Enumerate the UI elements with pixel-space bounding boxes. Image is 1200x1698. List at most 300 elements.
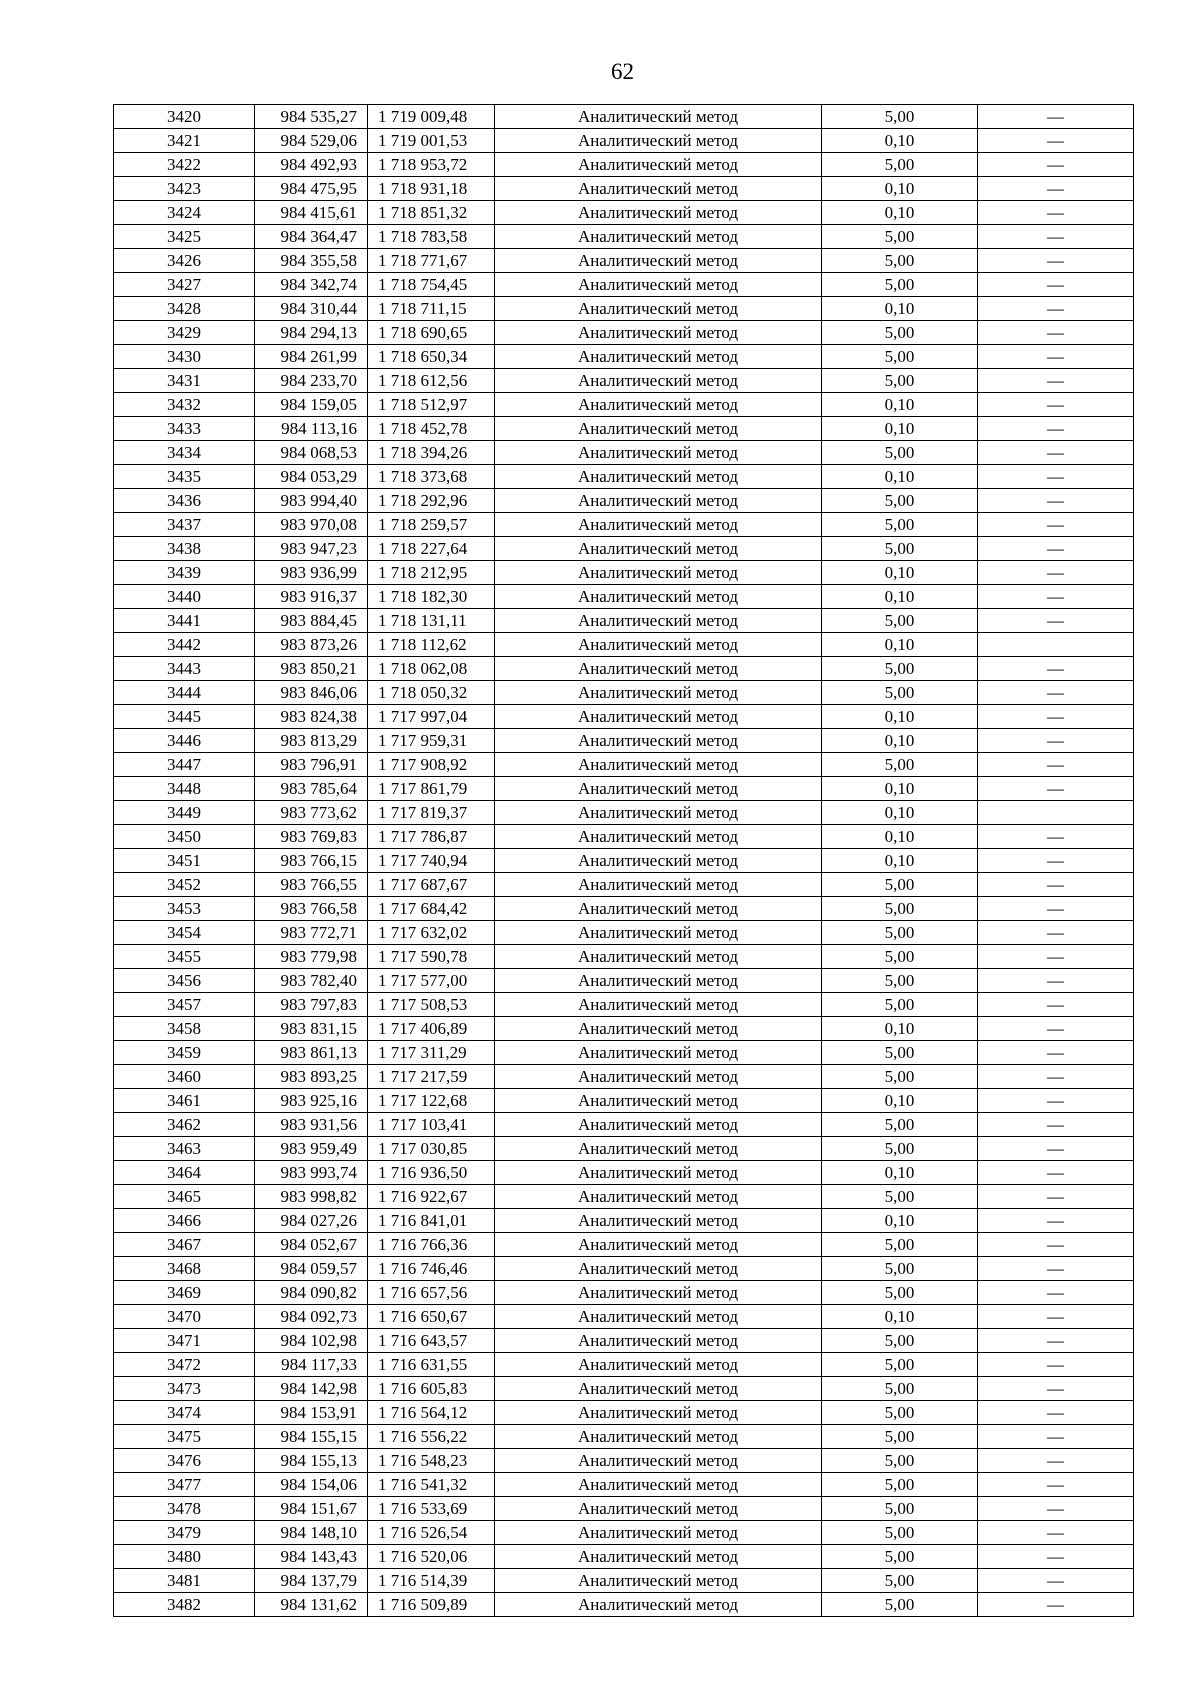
y-coordinate-cell: 1 718 754,45 bbox=[368, 273, 495, 297]
note-cell: — bbox=[978, 1089, 1134, 1113]
method-cell: Аналитический метод bbox=[495, 321, 822, 345]
y-coordinate-cell: 1 718 394,26 bbox=[368, 441, 495, 465]
method-cell: Аналитический метод bbox=[495, 1305, 822, 1329]
method-cell: Аналитический метод bbox=[495, 345, 822, 369]
point-number-cell: 3431 bbox=[114, 369, 255, 393]
y-coordinate-cell: 1 718 050,32 bbox=[368, 681, 495, 705]
method-cell: Аналитический метод bbox=[495, 633, 822, 657]
y-coordinate-cell: 1 716 556,22 bbox=[368, 1425, 495, 1449]
table-row bbox=[114, 105, 1134, 129]
note-cell: — bbox=[978, 1017, 1134, 1041]
point-number-cell: 3422 bbox=[114, 153, 255, 177]
method-cell: Аналитический метод bbox=[495, 1161, 822, 1185]
y-coordinate-cell: 1 717 819,37 bbox=[368, 801, 495, 825]
accuracy-cell: 5,00 bbox=[822, 681, 978, 705]
table-row bbox=[114, 1497, 1134, 1521]
point-number-cell: 3471 bbox=[114, 1329, 255, 1353]
note-cell: — bbox=[978, 753, 1134, 777]
x-coordinate-cell: 984 364,47 bbox=[255, 225, 368, 249]
y-coordinate-cell: 1 716 936,50 bbox=[368, 1161, 495, 1185]
x-coordinate-cell: 983 998,82 bbox=[255, 1185, 368, 1209]
note-cell: — bbox=[978, 1281, 1134, 1305]
note-cell: — bbox=[978, 561, 1134, 585]
accuracy-cell: 0,10 bbox=[822, 633, 978, 657]
accuracy-cell: 5,00 bbox=[822, 753, 978, 777]
x-coordinate-cell: 984 153,91 bbox=[255, 1401, 368, 1425]
point-number-cell: 3435 bbox=[114, 465, 255, 489]
coordinates-table bbox=[113, 104, 1134, 1617]
method-cell: Аналитический метод bbox=[495, 225, 822, 249]
y-coordinate-cell: 1 718 062,08 bbox=[368, 657, 495, 681]
point-number-cell: 3470 bbox=[114, 1305, 255, 1329]
point-number-cell: 3434 bbox=[114, 441, 255, 465]
accuracy-cell: 0,10 bbox=[822, 129, 978, 153]
accuracy-cell: 5,00 bbox=[822, 345, 978, 369]
accuracy-cell: 5,00 bbox=[822, 249, 978, 273]
point-number-cell: 3456 bbox=[114, 969, 255, 993]
accuracy-cell: 0,10 bbox=[822, 801, 978, 825]
point-number-cell: 3442 bbox=[114, 633, 255, 657]
accuracy-cell: 5,00 bbox=[822, 1185, 978, 1209]
y-coordinate-cell: 1 717 030,85 bbox=[368, 1137, 495, 1161]
x-coordinate-cell: 983 785,64 bbox=[255, 777, 368, 801]
y-coordinate-cell: 1 716 841,01 bbox=[368, 1209, 495, 1233]
accuracy-cell: 0,10 bbox=[822, 849, 978, 873]
method-cell: Аналитический метод bbox=[495, 1353, 822, 1377]
accuracy-cell: 5,00 bbox=[822, 1569, 978, 1593]
table-row bbox=[114, 1113, 1134, 1137]
note-cell: — bbox=[978, 705, 1134, 729]
point-number-cell: 3424 bbox=[114, 201, 255, 225]
point-number-cell: 3447 bbox=[114, 753, 255, 777]
point-number-cell: 3474 bbox=[114, 1401, 255, 1425]
method-cell: Аналитический метод bbox=[495, 705, 822, 729]
accuracy-cell: 5,00 bbox=[822, 513, 978, 537]
note-cell: — bbox=[978, 417, 1134, 441]
method-cell: Аналитический метод bbox=[495, 1113, 822, 1137]
table-row bbox=[114, 225, 1134, 249]
method-cell: Аналитический метод bbox=[495, 1281, 822, 1305]
y-coordinate-cell: 1 718 771,67 bbox=[368, 249, 495, 273]
x-coordinate-cell: 983 994,40 bbox=[255, 489, 368, 513]
note-cell: — bbox=[978, 1473, 1134, 1497]
coordinates-table-body bbox=[114, 105, 1134, 1617]
method-cell: Аналитический метод bbox=[495, 1233, 822, 1257]
y-coordinate-cell: 1 716 526,54 bbox=[368, 1521, 495, 1545]
y-coordinate-cell: 1 718 112,62 bbox=[368, 633, 495, 657]
table-row bbox=[114, 393, 1134, 417]
method-cell: Аналитический метод bbox=[495, 825, 822, 849]
x-coordinate-cell: 984 027,26 bbox=[255, 1209, 368, 1233]
note-cell: — bbox=[978, 849, 1134, 873]
method-cell: Аналитический метод bbox=[495, 1329, 822, 1353]
y-coordinate-cell: 1 716 533,69 bbox=[368, 1497, 495, 1521]
method-cell: Аналитический метод bbox=[495, 801, 822, 825]
note-cell: — bbox=[978, 1209, 1134, 1233]
y-coordinate-cell: 1 717 861,79 bbox=[368, 777, 495, 801]
y-coordinate-cell: 1 716 541,32 bbox=[368, 1473, 495, 1497]
method-cell: Аналитический метод bbox=[495, 1593, 822, 1617]
note-cell: — bbox=[978, 1521, 1134, 1545]
method-cell: Аналитический метод bbox=[495, 1377, 822, 1401]
method-cell: Аналитический метод bbox=[495, 1185, 822, 1209]
y-coordinate-cell: 1 718 182,30 bbox=[368, 585, 495, 609]
accuracy-cell: 0,10 bbox=[822, 777, 978, 801]
y-coordinate-cell: 1 717 740,94 bbox=[368, 849, 495, 873]
note-cell: — bbox=[978, 393, 1134, 417]
point-number-cell: 3464 bbox=[114, 1161, 255, 1185]
table-row bbox=[114, 753, 1134, 777]
point-number-cell: 3462 bbox=[114, 1113, 255, 1137]
point-number-cell: 3432 bbox=[114, 393, 255, 417]
point-number-cell: 3448 bbox=[114, 777, 255, 801]
table-row bbox=[114, 921, 1134, 945]
x-coordinate-cell: 984 154,06 bbox=[255, 1473, 368, 1497]
accuracy-cell: 5,00 bbox=[822, 153, 978, 177]
point-number-cell: 3472 bbox=[114, 1353, 255, 1377]
note-cell: — bbox=[978, 489, 1134, 513]
x-coordinate-cell: 983 796,91 bbox=[255, 753, 368, 777]
method-cell: Аналитический метод bbox=[495, 993, 822, 1017]
method-cell: Аналитический метод bbox=[495, 753, 822, 777]
table-row bbox=[114, 1089, 1134, 1113]
method-cell: Аналитический метод bbox=[495, 297, 822, 321]
y-coordinate-cell: 1 718 851,32 bbox=[368, 201, 495, 225]
table-row bbox=[114, 273, 1134, 297]
accuracy-cell: 5,00 bbox=[822, 609, 978, 633]
point-number-cell: 3444 bbox=[114, 681, 255, 705]
method-cell: Аналитический метод bbox=[495, 1545, 822, 1569]
x-coordinate-cell: 984 155,13 bbox=[255, 1449, 368, 1473]
note-cell: — bbox=[978, 1497, 1134, 1521]
y-coordinate-cell: 1 716 520,06 bbox=[368, 1545, 495, 1569]
y-coordinate-cell: 1 718 373,68 bbox=[368, 465, 495, 489]
y-coordinate-cell: 1 718 212,95 bbox=[368, 561, 495, 585]
x-coordinate-cell: 984 294,13 bbox=[255, 321, 368, 345]
point-number-cell: 3465 bbox=[114, 1185, 255, 1209]
x-coordinate-cell: 983 850,21 bbox=[255, 657, 368, 681]
x-coordinate-cell: 984 117,33 bbox=[255, 1353, 368, 1377]
note-cell: — bbox=[978, 993, 1134, 1017]
point-number-cell: 3482 bbox=[114, 1593, 255, 1617]
accuracy-cell: 0,10 bbox=[822, 561, 978, 585]
x-coordinate-cell: 983 873,26 bbox=[255, 633, 368, 657]
x-coordinate-cell: 984 159,05 bbox=[255, 393, 368, 417]
y-coordinate-cell: 1 716 746,46 bbox=[368, 1257, 495, 1281]
accuracy-cell: 5,00 bbox=[822, 1521, 978, 1545]
x-coordinate-cell: 984 415,61 bbox=[255, 201, 368, 225]
note-cell bbox=[978, 801, 1134, 825]
x-coordinate-cell: 983 947,23 bbox=[255, 537, 368, 561]
note-cell: — bbox=[978, 345, 1134, 369]
y-coordinate-cell: 1 717 959,31 bbox=[368, 729, 495, 753]
note-cell: — bbox=[978, 1185, 1134, 1209]
point-number-cell: 3467 bbox=[114, 1233, 255, 1257]
method-cell: Аналитический метод bbox=[495, 1209, 822, 1233]
method-cell: Аналитический метод bbox=[495, 441, 822, 465]
table-row bbox=[114, 993, 1134, 1017]
note-cell: — bbox=[978, 441, 1134, 465]
table-row bbox=[114, 1041, 1134, 1065]
y-coordinate-cell: 1 717 311,29 bbox=[368, 1041, 495, 1065]
method-cell: Аналитический метод bbox=[495, 585, 822, 609]
method-cell: Аналитический метод bbox=[495, 465, 822, 489]
y-coordinate-cell: 1 718 452,78 bbox=[368, 417, 495, 441]
accuracy-cell: 5,00 bbox=[822, 537, 978, 561]
note-cell: — bbox=[978, 225, 1134, 249]
accuracy-cell: 5,00 bbox=[822, 897, 978, 921]
note-cell: — bbox=[978, 273, 1134, 297]
y-coordinate-cell: 1 716 631,55 bbox=[368, 1353, 495, 1377]
y-coordinate-cell: 1 718 783,58 bbox=[368, 225, 495, 249]
y-coordinate-cell: 1 716 922,67 bbox=[368, 1185, 495, 1209]
point-number-cell: 3421 bbox=[114, 129, 255, 153]
note-cell: — bbox=[978, 873, 1134, 897]
method-cell: Аналитический метод bbox=[495, 273, 822, 297]
method-cell: Аналитический метод bbox=[495, 777, 822, 801]
method-cell: Аналитический метод bbox=[495, 945, 822, 969]
x-coordinate-cell: 984 092,73 bbox=[255, 1305, 368, 1329]
point-number-cell: 3439 bbox=[114, 561, 255, 585]
accuracy-cell: 5,00 bbox=[822, 1497, 978, 1521]
point-number-cell: 3458 bbox=[114, 1017, 255, 1041]
accuracy-cell: 5,00 bbox=[822, 1137, 978, 1161]
method-cell: Аналитический метод bbox=[495, 489, 822, 513]
note-cell: — bbox=[978, 969, 1134, 993]
y-coordinate-cell: 1 717 122,68 bbox=[368, 1089, 495, 1113]
note-cell: — bbox=[978, 609, 1134, 633]
note-cell bbox=[978, 633, 1134, 657]
y-coordinate-cell: 1 719 009,48 bbox=[368, 105, 495, 129]
x-coordinate-cell: 983 936,99 bbox=[255, 561, 368, 585]
x-coordinate-cell: 983 766,55 bbox=[255, 873, 368, 897]
method-cell: Аналитический метод bbox=[495, 1065, 822, 1089]
x-coordinate-cell: 984 148,10 bbox=[255, 1521, 368, 1545]
note-cell: — bbox=[978, 1545, 1134, 1569]
note-cell: — bbox=[978, 369, 1134, 393]
point-number-cell: 3443 bbox=[114, 657, 255, 681]
x-coordinate-cell: 984 113,16 bbox=[255, 417, 368, 441]
note-cell: — bbox=[978, 729, 1134, 753]
x-coordinate-cell: 984 535,27 bbox=[255, 105, 368, 129]
table-row bbox=[114, 1017, 1134, 1041]
method-cell: Аналитический метод bbox=[495, 897, 822, 921]
note-cell: — bbox=[978, 1449, 1134, 1473]
y-coordinate-cell: 1 717 684,42 bbox=[368, 897, 495, 921]
table-row bbox=[114, 1545, 1134, 1569]
table-row bbox=[114, 1281, 1134, 1305]
x-coordinate-cell: 983 824,38 bbox=[255, 705, 368, 729]
note-cell: — bbox=[978, 1353, 1134, 1377]
note-cell: — bbox=[978, 249, 1134, 273]
point-number-cell: 3478 bbox=[114, 1497, 255, 1521]
table-row bbox=[114, 873, 1134, 897]
x-coordinate-cell: 984 475,95 bbox=[255, 177, 368, 201]
table-row bbox=[114, 1137, 1134, 1161]
accuracy-cell: 5,00 bbox=[822, 1401, 978, 1425]
accuracy-cell: 5,00 bbox=[822, 1473, 978, 1497]
x-coordinate-cell: 984 052,67 bbox=[255, 1233, 368, 1257]
accuracy-cell: 5,00 bbox=[822, 921, 978, 945]
point-number-cell: 3430 bbox=[114, 345, 255, 369]
method-cell: Аналитический метод bbox=[495, 969, 822, 993]
note-cell: — bbox=[978, 1041, 1134, 1065]
point-number-cell: 3476 bbox=[114, 1449, 255, 1473]
x-coordinate-cell: 983 959,49 bbox=[255, 1137, 368, 1161]
note-cell: — bbox=[978, 1425, 1134, 1449]
accuracy-cell: 5,00 bbox=[822, 1593, 978, 1617]
table-row bbox=[114, 1353, 1134, 1377]
note-cell: — bbox=[978, 297, 1134, 321]
x-coordinate-cell: 984 342,74 bbox=[255, 273, 368, 297]
x-coordinate-cell: 984 090,82 bbox=[255, 1281, 368, 1305]
y-coordinate-cell: 1 717 508,53 bbox=[368, 993, 495, 1017]
accuracy-cell: 0,10 bbox=[822, 1161, 978, 1185]
y-coordinate-cell: 1 717 908,92 bbox=[368, 753, 495, 777]
accuracy-cell: 0,10 bbox=[822, 1305, 978, 1329]
note-cell: — bbox=[978, 921, 1134, 945]
table-row bbox=[114, 1209, 1134, 1233]
note-cell: — bbox=[978, 1401, 1134, 1425]
note-cell: — bbox=[978, 1113, 1134, 1137]
point-number-cell: 3475 bbox=[114, 1425, 255, 1449]
table-row bbox=[114, 1185, 1134, 1209]
point-number-cell: 3450 bbox=[114, 825, 255, 849]
y-coordinate-cell: 1 718 650,34 bbox=[368, 345, 495, 369]
x-coordinate-cell: 983 916,37 bbox=[255, 585, 368, 609]
accuracy-cell: 0,10 bbox=[822, 1209, 978, 1233]
point-number-cell: 3436 bbox=[114, 489, 255, 513]
y-coordinate-cell: 1 718 131,11 bbox=[368, 609, 495, 633]
table-row bbox=[114, 1425, 1134, 1449]
method-cell: Аналитический метод bbox=[495, 129, 822, 153]
point-number-cell: 3425 bbox=[114, 225, 255, 249]
note-cell: — bbox=[978, 897, 1134, 921]
point-number-cell: 3463 bbox=[114, 1137, 255, 1161]
y-coordinate-cell: 1 717 103,41 bbox=[368, 1113, 495, 1137]
y-coordinate-cell: 1 717 687,67 bbox=[368, 873, 495, 897]
x-coordinate-cell: 983 993,74 bbox=[255, 1161, 368, 1185]
accuracy-cell: 0,10 bbox=[822, 393, 978, 417]
y-coordinate-cell: 1 716 514,39 bbox=[368, 1569, 495, 1593]
method-cell: Аналитический метод bbox=[495, 1521, 822, 1545]
y-coordinate-cell: 1 718 690,65 bbox=[368, 321, 495, 345]
accuracy-cell: 5,00 bbox=[822, 993, 978, 1017]
table-row bbox=[114, 369, 1134, 393]
note-cell: — bbox=[978, 513, 1134, 537]
method-cell: Аналитический метод bbox=[495, 729, 822, 753]
table-row bbox=[114, 897, 1134, 921]
accuracy-cell: 0,10 bbox=[822, 705, 978, 729]
table-row bbox=[114, 801, 1134, 825]
note-cell: — bbox=[978, 1593, 1134, 1617]
note-cell: — bbox=[978, 657, 1134, 681]
point-number-cell: 3479 bbox=[114, 1521, 255, 1545]
point-number-cell: 3453 bbox=[114, 897, 255, 921]
table-row bbox=[114, 729, 1134, 753]
note-cell: — bbox=[978, 681, 1134, 705]
table-row bbox=[114, 465, 1134, 489]
table-row bbox=[114, 1593, 1134, 1617]
method-cell: Аналитический метод bbox=[495, 153, 822, 177]
method-cell: Аналитический метод bbox=[495, 1497, 822, 1521]
accuracy-cell: 0,10 bbox=[822, 585, 978, 609]
y-coordinate-cell: 1 716 657,56 bbox=[368, 1281, 495, 1305]
point-number-cell: 3457 bbox=[114, 993, 255, 1017]
method-cell: Аналитический метод bbox=[495, 1137, 822, 1161]
note-cell: — bbox=[978, 465, 1134, 489]
point-number-cell: 3461 bbox=[114, 1089, 255, 1113]
accuracy-cell: 0,10 bbox=[822, 1089, 978, 1113]
method-cell: Аналитический метод bbox=[495, 513, 822, 537]
accuracy-cell: 0,10 bbox=[822, 177, 978, 201]
note-cell: — bbox=[978, 777, 1134, 801]
accuracy-cell: 5,00 bbox=[822, 945, 978, 969]
table-row bbox=[114, 1377, 1134, 1401]
point-number-cell: 3481 bbox=[114, 1569, 255, 1593]
accuracy-cell: 5,00 bbox=[822, 1065, 978, 1089]
note-cell: — bbox=[978, 105, 1134, 129]
x-coordinate-cell: 983 769,83 bbox=[255, 825, 368, 849]
x-coordinate-cell: 984 059,57 bbox=[255, 1257, 368, 1281]
x-coordinate-cell: 983 779,98 bbox=[255, 945, 368, 969]
accuracy-cell: 5,00 bbox=[822, 873, 978, 897]
accuracy-cell: 0,10 bbox=[822, 825, 978, 849]
method-cell: Аналитический метод bbox=[495, 1425, 822, 1449]
point-number-cell: 3480 bbox=[114, 1545, 255, 1569]
note-cell: — bbox=[978, 153, 1134, 177]
accuracy-cell: 5,00 bbox=[822, 273, 978, 297]
accuracy-cell: 5,00 bbox=[822, 369, 978, 393]
y-coordinate-cell: 1 719 001,53 bbox=[368, 129, 495, 153]
y-coordinate-cell: 1 718 292,96 bbox=[368, 489, 495, 513]
table-row bbox=[114, 537, 1134, 561]
accuracy-cell: 0,10 bbox=[822, 729, 978, 753]
point-number-cell: 3477 bbox=[114, 1473, 255, 1497]
table-row bbox=[114, 777, 1134, 801]
table-row bbox=[114, 153, 1134, 177]
note-cell: — bbox=[978, 1377, 1134, 1401]
method-cell: Аналитический метод bbox=[495, 849, 822, 873]
table-row bbox=[114, 1257, 1134, 1281]
accuracy-cell: 5,00 bbox=[822, 225, 978, 249]
x-coordinate-cell: 984 068,53 bbox=[255, 441, 368, 465]
note-cell: — bbox=[978, 201, 1134, 225]
accuracy-cell: 5,00 bbox=[822, 1377, 978, 1401]
x-coordinate-cell: 984 155,15 bbox=[255, 1425, 368, 1449]
point-number-cell: 3438 bbox=[114, 537, 255, 561]
accuracy-cell: 5,00 bbox=[822, 1041, 978, 1065]
x-coordinate-cell: 983 861,13 bbox=[255, 1041, 368, 1065]
accuracy-cell: 0,10 bbox=[822, 465, 978, 489]
x-coordinate-cell: 983 782,40 bbox=[255, 969, 368, 993]
page-number: 62 bbox=[611, 59, 634, 84]
y-coordinate-cell: 1 716 509,89 bbox=[368, 1593, 495, 1617]
point-number-cell: 3451 bbox=[114, 849, 255, 873]
accuracy-cell: 5,00 bbox=[822, 1545, 978, 1569]
point-number-cell: 3427 bbox=[114, 273, 255, 297]
table-row bbox=[114, 441, 1134, 465]
table-row bbox=[114, 249, 1134, 273]
method-cell: Аналитический метод bbox=[495, 561, 822, 585]
table-row bbox=[114, 1569, 1134, 1593]
accuracy-cell: 5,00 bbox=[822, 1329, 978, 1353]
x-coordinate-cell: 984 310,44 bbox=[255, 297, 368, 321]
table-row bbox=[114, 945, 1134, 969]
method-cell: Аналитический метод bbox=[495, 1089, 822, 1113]
table-row bbox=[114, 177, 1134, 201]
method-cell: Аналитический метод bbox=[495, 609, 822, 633]
